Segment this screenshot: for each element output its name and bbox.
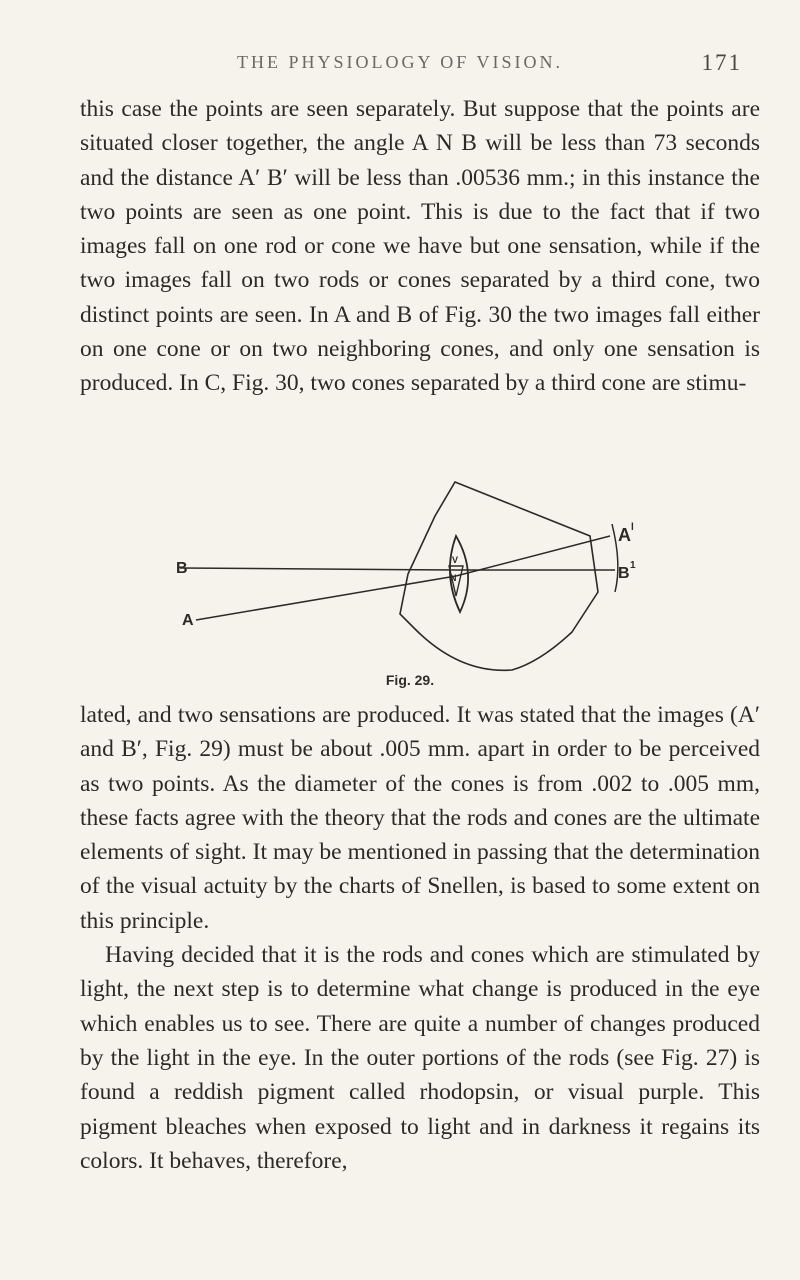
label-a-prime-mark: l <box>631 522 634 533</box>
paragraph: Having decided that it is the rods and cones which are stimulated by light, the next step is to determine what change is produced in the eye which enables us to see. There are quite a number of changes produced by the light in the eye. In the outer portions of the rods (see Fig. 27) is found a reddish pigment called rhodopsin, or visual purple. This pigment bleaches when exposed to light and in darkness it regains its colors. It behaves, therefore, <box>80 942 760 1174</box>
eye-diagram <box>160 474 660 674</box>
eyeball-outline <box>400 482 598 670</box>
label-b-prime-mark: 1 <box>630 560 636 571</box>
label-b-prime: B <box>618 565 630 582</box>
page-number: 171 <box>701 50 742 75</box>
page-header <box>0 52 800 82</box>
paragraph: this case the points are seen separately. But suppose that the points are situated closer together, the angle A N B will be less than 73 seconds and the distance A′ B′ will be less than .00536 mm.; in this instance the two points are seen as one point. This is due to the fact that if two images fall on one rod or cone we have but one sensation, while if the two images fall on two rods or cones separated by a third cone, two distinct points are seen. In A and B of Fig. 30 the two images fall either on one cone or on two neighboring cones, and only one sensation is produced. In C, Fig. 30, two cones separated by a third cone are stimu- <box>80 96 760 397</box>
ray-b-outer <box>180 568 456 570</box>
paragraph: lated, and two sensations are produced. It was stated that the images (A′ and B′, Fig. 29) must be about .005 mm. apart in order to be perceived as two points. As the diameter of the cones is from .002 to .005 mm, these facts agree with the theory that the rods and cones are the ultimate elements of sight. It may be mentioned in passing that the determination of the visual actuity by the charts of Snellen, is based to some extent on this principle. <box>80 702 760 934</box>
figure-29 <box>160 474 660 699</box>
running-head: THE PHYSIOLOGY OF VISION. <box>236 52 563 72</box>
label-b: B <box>176 560 188 577</box>
ray-a-outer <box>196 576 456 620</box>
label-v: V <box>452 555 459 565</box>
label-a-prime: A <box>618 525 631 545</box>
body-text-top <box>80 92 760 401</box>
body-text-bottom <box>80 698 760 1178</box>
figure-caption: Fig. 29. <box>385 672 435 688</box>
retina-arc <box>612 524 618 592</box>
label-a: A <box>182 612 194 629</box>
label-n: N <box>450 573 457 583</box>
